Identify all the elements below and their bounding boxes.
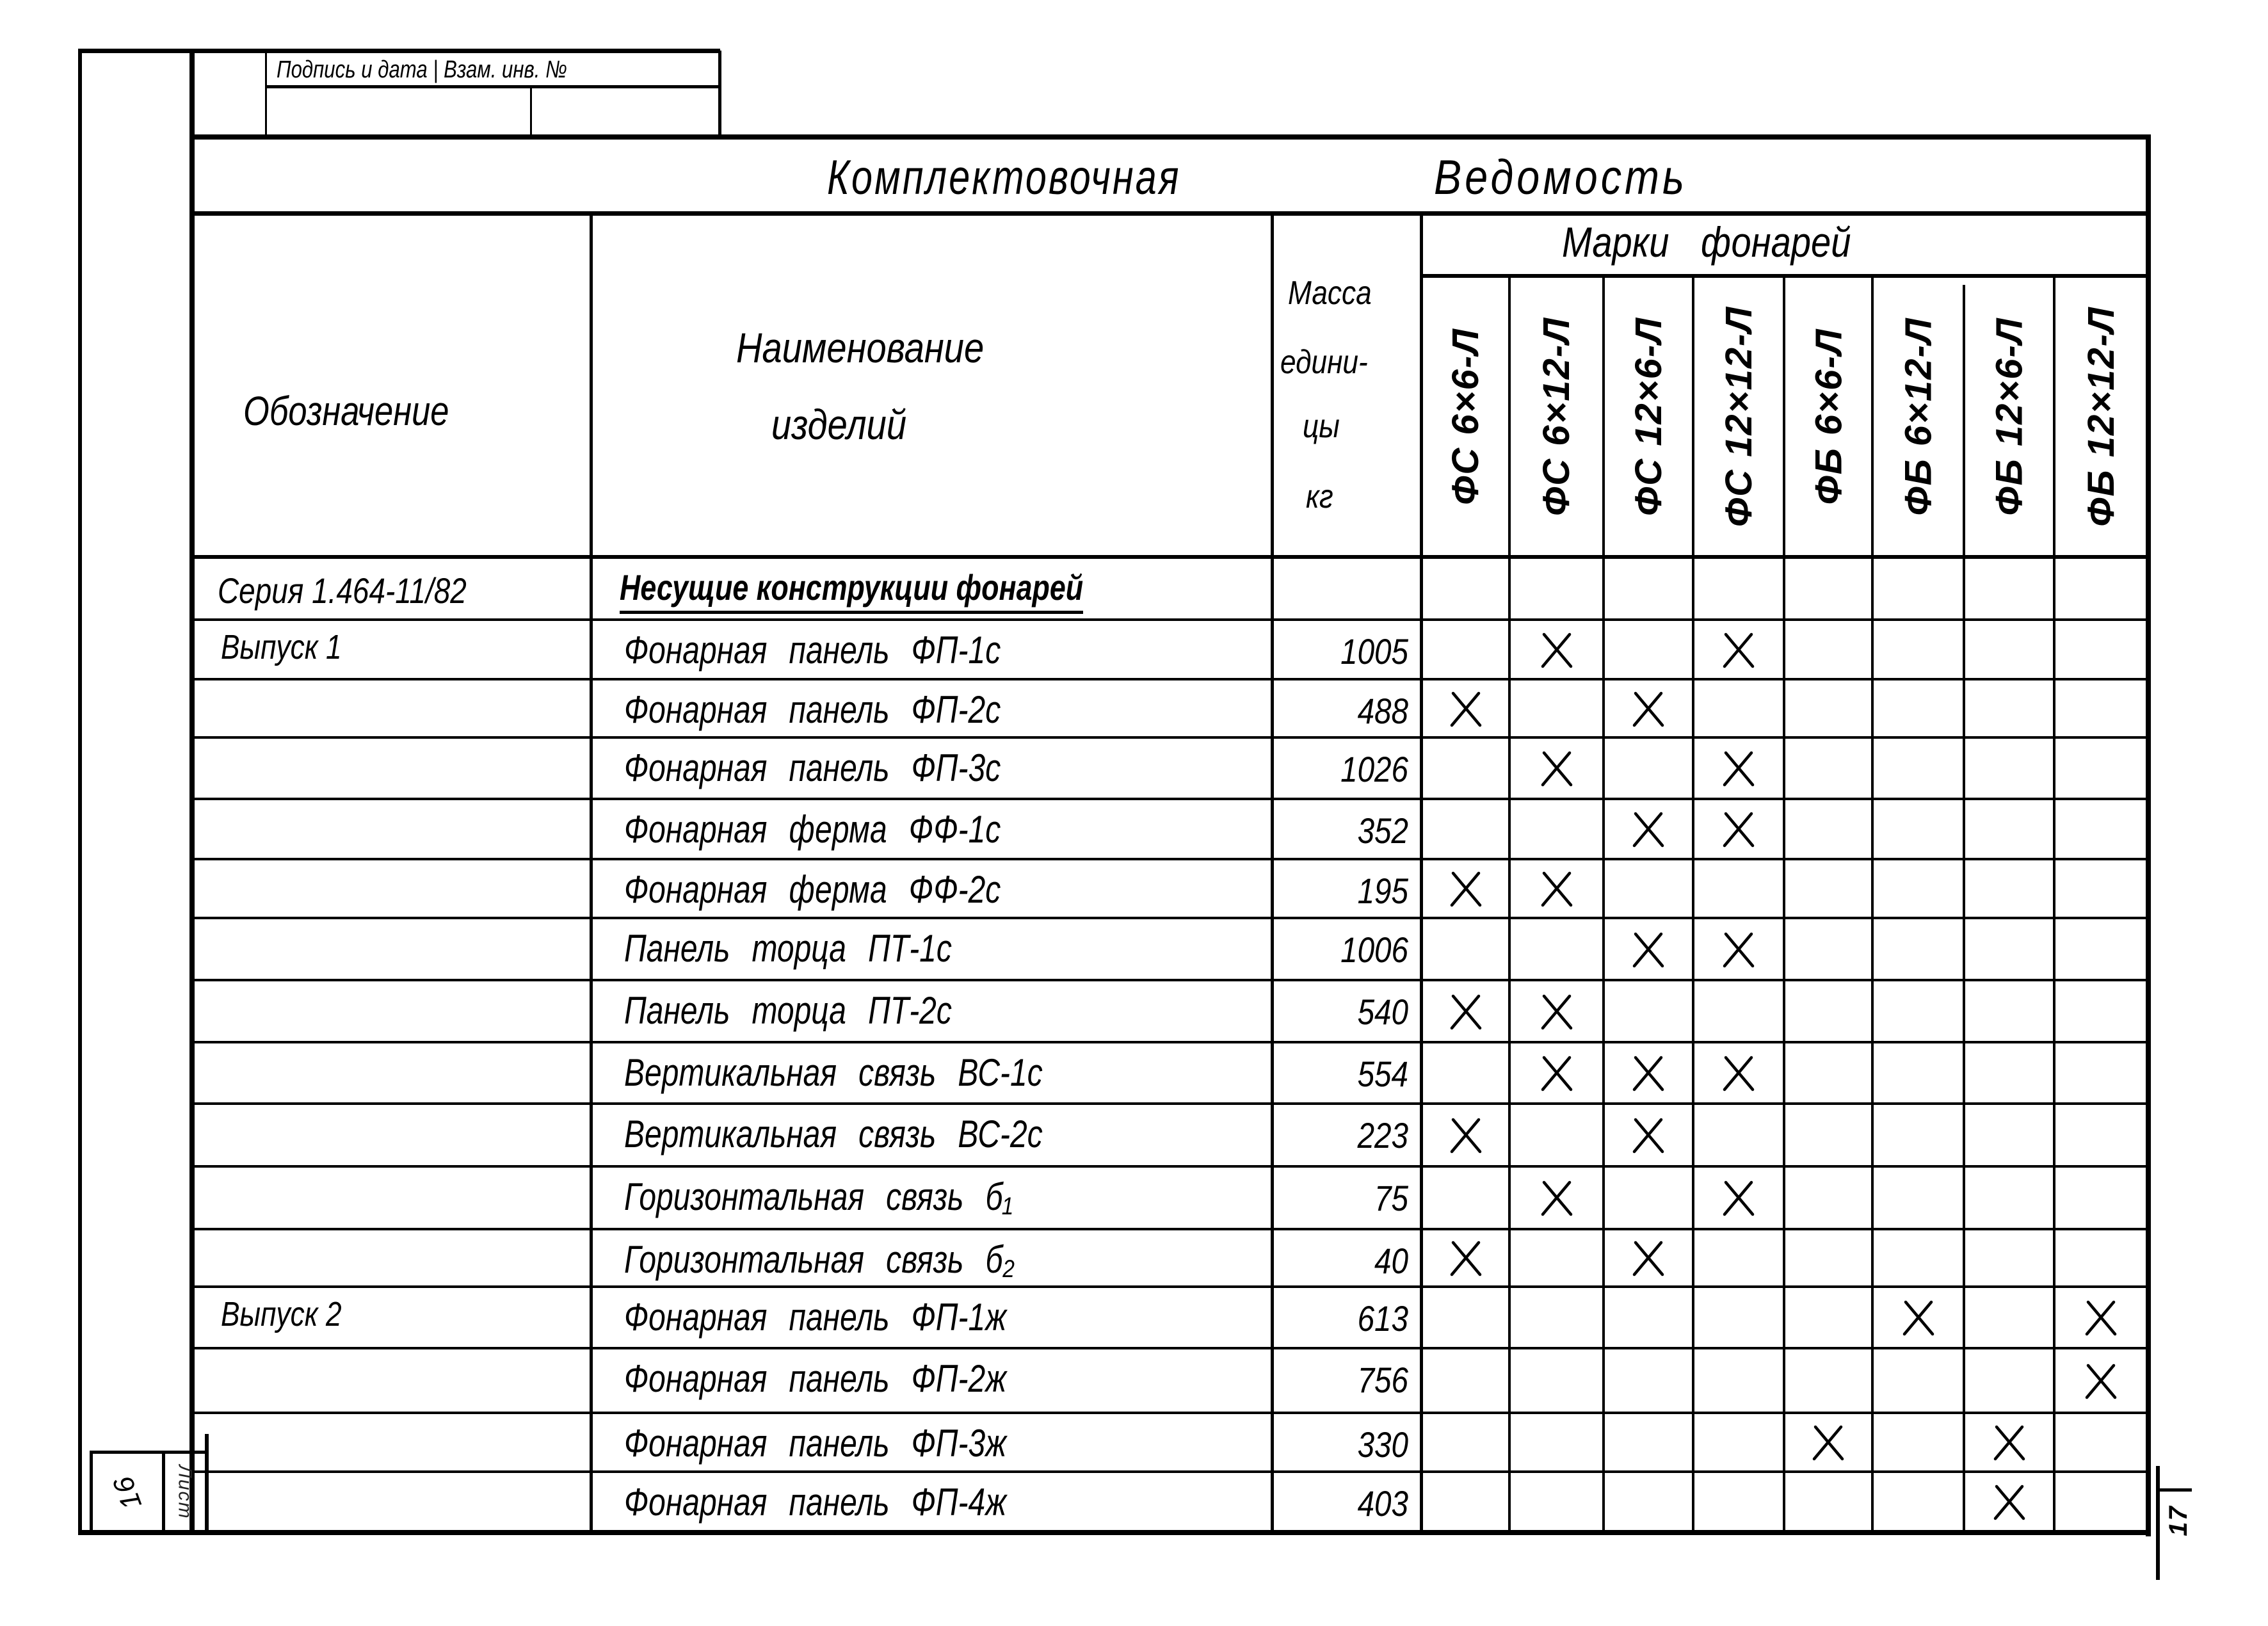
mark-cell: [1423, 1168, 1508, 1228]
mark-cell: [1605, 739, 1692, 798]
header-name-line2: изделий: [771, 401, 907, 448]
mark-cell: [1785, 1473, 1871, 1530]
row-name: Фонарная панель ФП-3ж: [624, 1422, 1007, 1465]
mark-col-header-2: ФС 6×12-Л: [1536, 316, 1578, 517]
mark-cell: [1511, 1288, 1602, 1347]
mark-cell: [1694, 1414, 1783, 1470]
x-cross-icon: [2080, 1360, 2121, 1401]
mark-cell: [1694, 621, 1783, 678]
mark-cell: [1965, 1168, 2053, 1228]
row-mass: 40: [1374, 1241, 1408, 1281]
mark-cell: [1874, 1230, 1963, 1285]
x-cross-icon: [1536, 991, 1577, 1032]
frame-outer-top-line: [78, 49, 720, 53]
mark-cell: [1423, 1043, 1508, 1102]
mark-cell: [1605, 1230, 1692, 1285]
row-name: Панель торца ПТ-2с: [624, 989, 952, 1032]
x-cross-icon: [1718, 748, 1759, 789]
mark-cell: [1694, 1043, 1783, 1102]
mark-col-header-3: ФС 12×6-Л: [1628, 316, 1669, 517]
stamp-divider-line: [530, 88, 532, 136]
mark-cell: [1605, 981, 1692, 1041]
title-row-bottom: [191, 211, 2151, 216]
mark-cell: [1874, 1288, 1963, 1347]
row-mass: 75: [1374, 1178, 1408, 1218]
mark-cell: [1605, 919, 1692, 979]
mark-cell: [1965, 1043, 2053, 1102]
mark-cell: [1511, 739, 1602, 798]
header-mass-line1: Масса: [1288, 275, 1372, 312]
mark-cell: [1694, 1473, 1783, 1530]
mark-cell: [1874, 981, 1963, 1041]
mark-cell: [2055, 919, 2146, 979]
mark-cell: [1785, 1230, 1871, 1285]
mark-cell: [1965, 739, 2053, 798]
title-word-2: Ведомость: [1434, 150, 1688, 205]
mark-cell: [1874, 1168, 1963, 1228]
frame-inner-left-line: [189, 51, 195, 1533]
x-cross-icon: [1628, 1237, 1669, 1278]
x-cross-icon: [1445, 1237, 1486, 1278]
mark-cell: [1965, 680, 2053, 736]
mark-col-header-6: ФБ 6×12-Л: [1897, 317, 1940, 516]
mark-cell: [1785, 621, 1871, 678]
mark-cell: [1423, 1288, 1508, 1347]
mark-cell: [2055, 1168, 2146, 1228]
mark-col-header-5: ФБ 6×6-Л: [1808, 328, 1850, 505]
mark-cell: [2055, 1230, 2146, 1285]
row-designation: Выпуск 1: [221, 628, 342, 666]
mark-cell: [1874, 800, 1963, 858]
mark-cell: [1785, 981, 1871, 1041]
mark-cell: [1605, 1168, 1692, 1228]
row-mass: 195: [1357, 871, 1408, 911]
mark-cell: [2055, 800, 2146, 858]
row-name: Вертикальная связь ВС-2с: [624, 1113, 1043, 1155]
mark-cell: [1511, 860, 1602, 917]
mark-cell: [1785, 919, 1871, 979]
row-mass: 554: [1357, 1054, 1408, 1094]
header-mass-line3: цы: [1303, 408, 1340, 445]
margin-sheet-label: Лист: [175, 1465, 196, 1520]
mark-cell: [1423, 1105, 1508, 1165]
mark-cell: [2055, 680, 2146, 736]
mark-cell: [2055, 1105, 2146, 1165]
row-name: Панель торца ПТ-1с: [624, 927, 952, 970]
mark-cell: [1511, 1168, 1602, 1228]
x-cross-icon: [1445, 1115, 1486, 1155]
x-cross-icon: [1718, 929, 1759, 970]
margin-box-right-line: [205, 1434, 209, 1533]
header-mass-line2: едини-: [1280, 344, 1368, 381]
mark-cell: [1785, 1414, 1871, 1470]
mark-cell: [1423, 1349, 1508, 1412]
mark-cell: [1694, 860, 1783, 917]
mark-cell: [1605, 1105, 1692, 1165]
mark-cell: [1423, 739, 1508, 798]
page-number: 17: [2164, 1504, 2192, 1536]
mark-cell: [1511, 1230, 1602, 1285]
row-mass: 613: [1357, 1298, 1408, 1339]
row-mass: 223: [1357, 1115, 1408, 1155]
x-cross-icon: [1536, 868, 1577, 909]
x-cross-icon: [1536, 748, 1577, 789]
row-name: Фонарная панель ФП-2ж: [624, 1357, 1007, 1400]
mark-cell: [2055, 621, 2146, 678]
mark-cell: [1874, 1105, 1963, 1165]
mark-cell: [1694, 1105, 1783, 1165]
row-name: Горизонтальная связь б₁: [624, 1175, 1013, 1218]
mark-cell: [1511, 680, 1602, 736]
col-divider-name: [1271, 213, 1274, 1533]
mark-cell: [1785, 1105, 1871, 1165]
mark-cell: [2055, 739, 2146, 798]
frame-outer-left-line: [78, 51, 82, 1533]
mark-cell: [1694, 800, 1783, 858]
stamp-label: Подпись и дата | Взам. инв. №: [277, 56, 567, 83]
x-cross-icon: [1445, 868, 1486, 909]
row-mass: 403: [1357, 1483, 1408, 1524]
mark-cell: [1874, 919, 1963, 979]
row-name: Фонарная ферма ФФ-1с: [624, 808, 1001, 851]
mark-cell: [1423, 981, 1508, 1041]
table-top-border: [191, 134, 2151, 140]
mark-cell: [1605, 680, 1692, 736]
row-name: Фонарная панель ФП-2с: [624, 688, 1001, 731]
mark-cell: [1694, 1288, 1783, 1347]
stamp-right-line: [718, 51, 721, 136]
stamp-mid-line: [265, 85, 721, 88]
row-mass: 330: [1357, 1424, 1408, 1465]
mark-col-header-8: ФБ 12×12-Л: [2080, 306, 2122, 527]
margin-box-top-line: [91, 1451, 207, 1454]
x-cross-icon: [1718, 629, 1759, 670]
row-name: Фонарная панель ФП-3с: [624, 746, 1001, 789]
mark-cell: [1874, 621, 1963, 678]
mark-cell: [1511, 981, 1602, 1041]
mark-cell: [1511, 1473, 1602, 1530]
row-name: Фонарная панель ФП-4ж: [624, 1481, 1007, 1524]
row-name: Фонарная ферма ФФ-2с: [624, 868, 1001, 911]
mark-cell: [1694, 680, 1783, 736]
mark-cell: [1694, 1168, 1783, 1228]
x-cross-icon: [1898, 1297, 1939, 1338]
mark-cell: [1785, 860, 1871, 917]
mark-cell: [1965, 1414, 2053, 1470]
mark-cell: [1694, 919, 1783, 979]
row-designation: Выпуск 2: [221, 1295, 342, 1333]
mark-cell: [1511, 1043, 1602, 1102]
header-name-line1: Наименование: [736, 324, 985, 371]
mark-cell: [1965, 1473, 2053, 1530]
mark-cell: [1965, 621, 2053, 678]
x-cross-icon: [1718, 809, 1759, 849]
mark-cell: [1785, 800, 1871, 858]
row-mass: 1006: [1340, 930, 1408, 970]
mark-cell: [2055, 1473, 2146, 1530]
row-mass: 352: [1357, 810, 1408, 851]
section-name: Несущие конструкции фонарей: [620, 570, 1083, 614]
header-marks-group: Марки фонарей: [1562, 218, 1851, 266]
mark-cell: [1965, 981, 2053, 1041]
row-mass: 488: [1357, 691, 1408, 731]
row-name: Фонарная панель ФП-1ж: [624, 1296, 1007, 1339]
mark-cell: [1965, 800, 2053, 858]
mark-cell: [1965, 919, 2053, 979]
x-cross-icon: [2080, 1297, 2121, 1338]
mark-cell: [1511, 1414, 1602, 1470]
mark-cell: [1874, 860, 1963, 917]
section-designation: Серия 1.464-11/82: [218, 570, 467, 611]
mark-cell: [2055, 1349, 2146, 1412]
mark-cell: [1423, 860, 1508, 917]
mark-cell: [1785, 739, 1871, 798]
mark-cell: [1423, 621, 1508, 678]
row-mass: 1005: [1340, 631, 1408, 672]
mark-cell: [1605, 621, 1692, 678]
row-name: Горизонтальная связь б₂: [624, 1238, 1015, 1281]
x-cross-icon: [1536, 1177, 1577, 1218]
mark-cell: [1694, 1349, 1783, 1412]
x-cross-icon: [1536, 1052, 1577, 1093]
mark-cell: [1605, 800, 1692, 858]
header-designation: Обозначение: [243, 388, 449, 434]
mark-cell: [2055, 981, 2146, 1041]
x-cross-icon: [1628, 1115, 1669, 1155]
mark-cell: [1694, 739, 1783, 798]
page-number-tick: [2157, 1488, 2192, 1492]
mark-cell: [1511, 1349, 1602, 1412]
x-cross-icon: [1445, 688, 1486, 729]
mark-cell: [1605, 1349, 1692, 1412]
mark-cell: [1874, 680, 1963, 736]
mark-cell: [1965, 860, 2053, 917]
mark-cell: [1965, 1105, 2053, 1165]
mark-cell: [1605, 1043, 1692, 1102]
mark-cell: [1423, 1473, 1508, 1530]
title-word-1: Комплектовочная: [827, 150, 1181, 205]
mark-cell: [1785, 1168, 1871, 1228]
mark-cell: [1965, 1288, 2053, 1347]
mark-cell: [1423, 680, 1508, 736]
mark-cell: [1694, 1230, 1783, 1285]
mark-cell: [1965, 1349, 2053, 1412]
mark-cell: [2055, 1288, 2146, 1347]
header-bottom: [191, 555, 2151, 559]
mark-cell: [1605, 1288, 1692, 1347]
mark-cell: [1874, 1349, 1963, 1412]
mark-cell: [1965, 1230, 2053, 1285]
x-cross-icon: [1628, 1052, 1669, 1093]
mark-col-header-4: ФС 12×12-Л: [1718, 305, 1760, 527]
mark-cell: [1423, 800, 1508, 858]
row-name: Фонарная панель ФП-1с: [624, 629, 1001, 672]
row-mass: 756: [1357, 1360, 1408, 1400]
mark-cell: [1511, 621, 1602, 678]
mark-cell: [2055, 860, 2146, 917]
x-cross-icon: [1718, 1177, 1759, 1218]
page-number-line: [2156, 1466, 2160, 1580]
x-cross-icon: [1989, 1481, 2030, 1522]
x-cross-icon: [1536, 629, 1577, 670]
mark-cell: [1874, 739, 1963, 798]
mark-cell: [1874, 1473, 1963, 1530]
mark-cell: [1785, 680, 1871, 736]
mark-cell: [1785, 1349, 1871, 1412]
table-right-border: [2146, 134, 2151, 1536]
mark-cell: [1511, 1105, 1602, 1165]
row-mass: 1026: [1340, 749, 1408, 789]
x-cross-icon: [1628, 809, 1669, 849]
margin-sheet-number: 16: [106, 1470, 148, 1514]
mark-cell: [1423, 1414, 1508, 1470]
mark-cell: [1694, 981, 1783, 1041]
mark-cell: [1874, 1414, 1963, 1470]
stamp-left-line: [265, 51, 267, 136]
x-cross-icon: [1718, 1052, 1759, 1093]
mark-cell: [1785, 1288, 1871, 1347]
mark-cell: [2055, 1414, 2146, 1470]
mark-cell: [1423, 1230, 1508, 1285]
mark-col-header-7: ФБ 12×6-Л: [1988, 317, 2031, 516]
mark-cell: [2055, 1043, 2146, 1102]
x-cross-icon: [1628, 688, 1669, 729]
x-cross-icon: [1989, 1422, 2030, 1463]
mark-cell: [1785, 1043, 1871, 1102]
table-bottom-border: [78, 1530, 2151, 1535]
mark-cell: [1605, 1473, 1692, 1530]
x-cross-icon: [1445, 991, 1486, 1032]
x-cross-icon: [1628, 929, 1669, 970]
mark-cell: [1511, 919, 1602, 979]
col-divider-designation: [590, 213, 593, 1533]
mark-cell: [1605, 1414, 1692, 1470]
mark-cell: [1874, 1043, 1963, 1102]
mark-cell: [1423, 919, 1508, 979]
x-cross-icon: [1808, 1422, 1849, 1463]
row-name: Вертикальная связь ВС-1с: [624, 1051, 1043, 1094]
mark-cell: [1605, 860, 1692, 917]
row-mass: 540: [1357, 992, 1408, 1032]
mark-cell: [1511, 800, 1602, 858]
header-mass-line4: кг: [1306, 478, 1333, 515]
mark-col-header-1: ФС 6×6-Л: [1445, 328, 1486, 505]
